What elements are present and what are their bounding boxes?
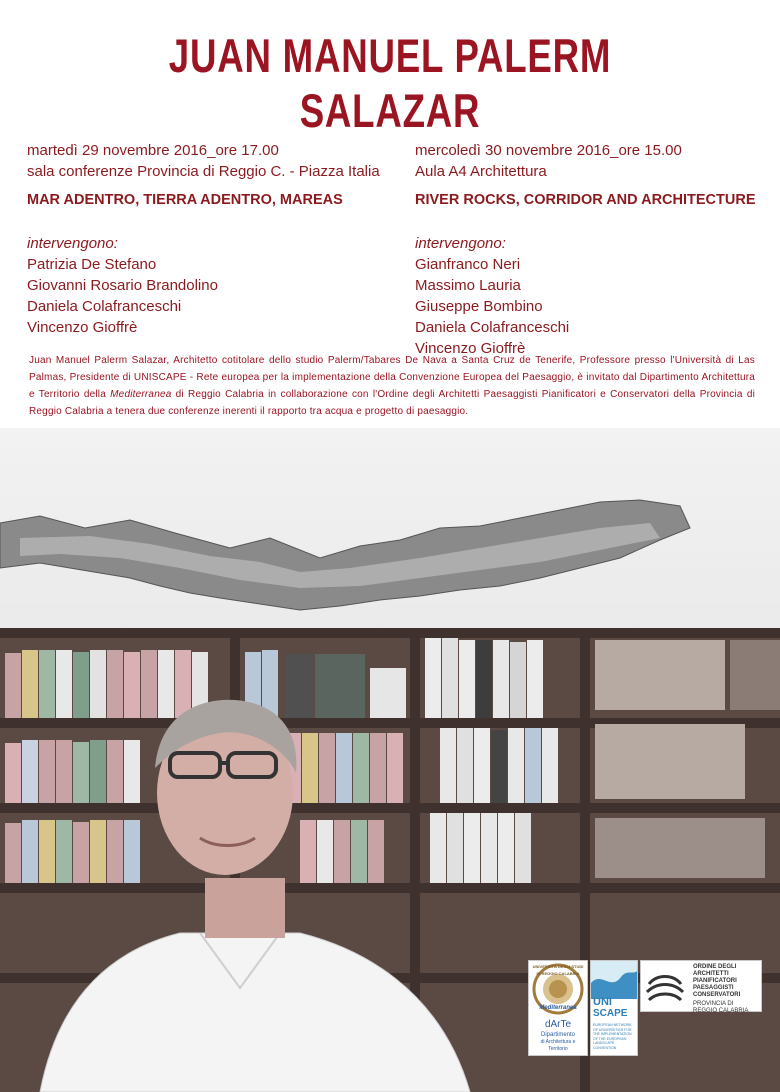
left-intervengono-label: intervengono:: [27, 235, 118, 252]
darte-name: Mediterranea: [539, 1005, 577, 1011]
left-speaker: Daniela Colafranceschi: [27, 298, 182, 315]
right-event-date: mercoledì 30 novembre 2016_ore 15.00: [415, 142, 682, 159]
ordine-line: ORDINE DEGLI: [693, 964, 737, 970]
darte-arc-text: UNIVERSITÀ DEGLI STUDI DI REGGIO CALABRIA: [532, 964, 584, 976]
ordine-province: REGGIO CALABRIA: [693, 1008, 749, 1014]
darte-abbr: dArTe: [544, 1019, 572, 1030]
darte-logo: [528, 960, 588, 1056]
right-event: [415, 140, 775, 359]
right-speaker: Massimo Lauria: [415, 277, 521, 294]
left-talk-title: MAR ADENTRO, TIERRA ADENTRO, MAREAS: [27, 192, 343, 208]
left-event-date: martedì 29 novembre 2016_ore 17.00: [27, 142, 279, 159]
darte-sub2: di Architettura e Territorio: [540, 1039, 576, 1052]
right-event-venue: Aula A4 Architettura: [415, 163, 547, 180]
bio-italic-mediterranea: Mediterranea: [110, 389, 172, 400]
right-speaker: Gianfranco Neri: [415, 256, 521, 273]
right-intervengono-label: intervengono:: [415, 235, 506, 252]
right-talk-title: RIVER ROCKS, CORRIDOR AND ARCHITECTURE: [415, 192, 756, 208]
ordine-line: PIANIFICATORI: [693, 978, 737, 984]
left-speaker: Giovanni Rosario Brandolino: [27, 277, 218, 294]
poster-title: JUAN MANUEL PALERM SALAZAR: [168, 29, 612, 137]
left-speaker: Patrizia De Stefano: [27, 256, 157, 273]
left-event-venue: sala conferenze Provincia di Reggio C. - Piazza Italia: [27, 163, 380, 180]
uniscape-small: EUROPEAN NETWORK OF UNIVERSITIES FOR THE IMPLEMENTATION OF THE EUROPEAN LANDSCAPE CONVENTION: [593, 1023, 632, 1050]
ordine-name: [693, 964, 759, 1015]
wave-icon: [591, 961, 637, 999]
ordine-province: PROVINCIA DI: [693, 1001, 734, 1007]
uniscape-bottom: SCAPE: [593, 1008, 628, 1019]
uniscape-top: UNI: [593, 996, 612, 1008]
right-speaker: Daniela Colafranceschi: [415, 319, 570, 336]
right-speaker: Vincenzo Gioffrè: [415, 340, 526, 357]
left-event: [27, 140, 397, 338]
logos-area: [528, 960, 768, 1056]
left-speaker: Vincenzo Gioffrè: [27, 319, 138, 336]
bio-text-part1: Juan Manuel Palerm Salazar, Architetto cotitolare dello studio Palerm/Tabares De Nava a Santa Cruz de Tenerife, Professore presso l'Università di Las Palmas, Presidente di UNISCAPE - Rete europea per la implementazione della Convenzione Europea del Paesaggio, è invitato dal Dipartimento Architettura e Territorio della: [29, 355, 755, 400]
right-speaker: Giuseppe Bombino: [415, 298, 543, 315]
bio-text-part2: di Reggio Calabria in collaborazione con l'Ordine degli Architetti Paesaggisti Pianificatori e Conservatori della Provincia di Reggio Calabria a tenera due conferenze inerenti il rapporto tra acqua e progetto di paesaggio.: [29, 389, 755, 417]
ordine-line: ARCHITETTI: [693, 971, 729, 977]
ordine-line: PAESAGGISTI: [693, 985, 734, 991]
bio-paragraph: [29, 352, 755, 420]
ordine-line: CONSERVATORI: [693, 992, 741, 998]
uniscape-logo: [590, 960, 638, 1056]
darte-sub1: Dipartimento: [540, 1032, 575, 1038]
ordine-logo: [640, 960, 762, 1012]
ordine-emblem-icon: [643, 964, 687, 1008]
